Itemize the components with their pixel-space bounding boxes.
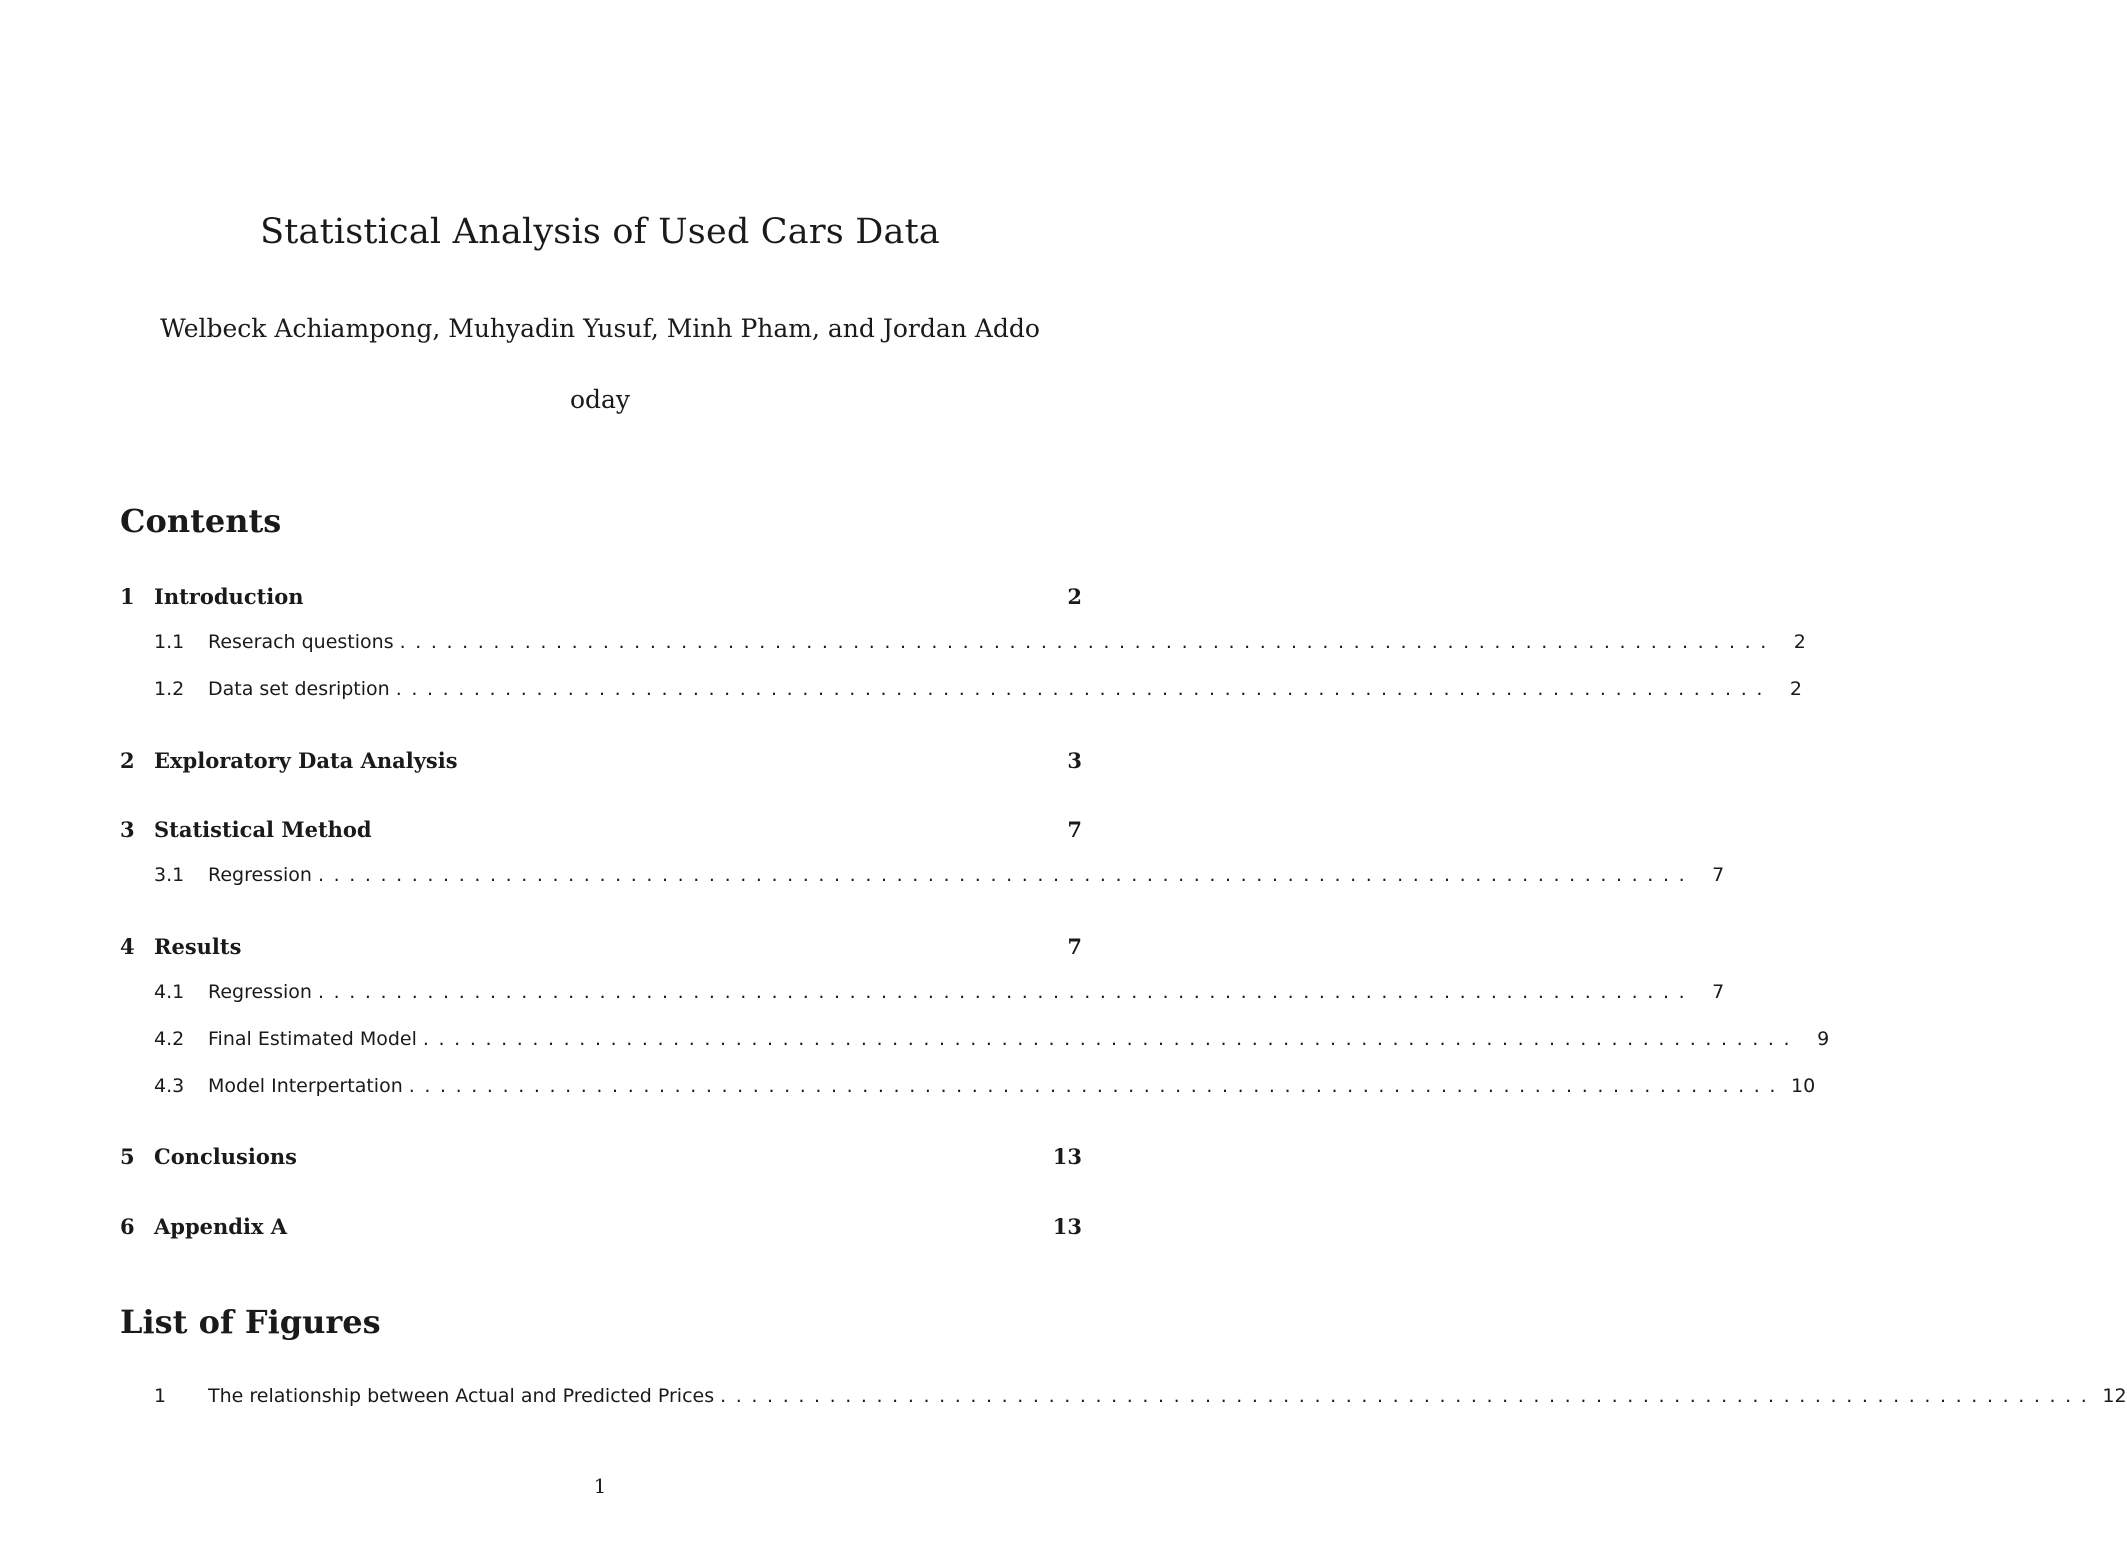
toc-label: Data set desription	[208, 678, 390, 700]
toc-label: Final Estimated Model	[208, 1028, 417, 1050]
toc-number: 3	[120, 817, 135, 842]
toc-page: 2	[1793, 631, 1806, 653]
toc-section-6[interactable]	[120, 1214, 1082, 1244]
toc-page: 2	[1789, 678, 1802, 700]
toc-number: 2	[120, 748, 135, 773]
lof-number: 1	[154, 1385, 167, 1407]
toc-number: 4.2	[154, 1028, 185, 1050]
toc-label: Regression	[208, 981, 312, 1003]
toc-label: Reserach questions	[208, 631, 394, 653]
lof-leader-dots: ........................................................................................	[720, 1385, 2097, 1407]
toc-subsection-4-1[interactable]	[120, 981, 1725, 1011]
toc-page: 7	[1712, 981, 1725, 1003]
toc-page: 9	[1817, 1028, 1830, 1050]
toc-page: 7	[1712, 864, 1725, 886]
toc-subsection-4-2[interactable]	[120, 1028, 1830, 1058]
toc-page: 13	[1052, 1214, 1082, 1239]
lof-page: 12	[2102, 1385, 2127, 1407]
toc-number: 1.1	[154, 631, 185, 653]
toc-number: 3.1	[154, 864, 185, 886]
toc-page: 2	[1067, 584, 1082, 609]
toc-label: Appendix A	[154, 1214, 288, 1239]
toc-leader-dots: ........................................................................................	[317, 864, 1695, 886]
toc-subsection-1-2[interactable]	[120, 678, 1802, 708]
toc-page: 10	[1791, 1075, 1816, 1097]
contents-heading: Contents	[120, 502, 282, 540]
lof-label: The relationship between Actual and Predicted Prices	[208, 1385, 715, 1407]
toc-number: 4	[120, 934, 135, 959]
toc-label: Exploratory Data Analysis	[154, 748, 458, 773]
toc-number: 5	[120, 1144, 135, 1169]
toc-label: Conclusions	[154, 1144, 297, 1169]
toc-section-4[interactable]	[120, 934, 1082, 964]
toc-number: 4.1	[154, 981, 185, 1003]
toc-subsection-3-1[interactable]	[120, 864, 1725, 894]
toc-label: Introduction	[154, 584, 304, 609]
toc-page: 7	[1067, 934, 1082, 959]
lof-item-1[interactable]	[120, 1385, 2127, 1415]
toc-subsection-1-1[interactable]	[120, 631, 1806, 661]
document-date: oday	[569, 385, 631, 414]
toc-section-1[interactable]	[120, 584, 1082, 614]
toc-label: Statistical Method	[154, 817, 372, 842]
toc-leader-dots: ........................................................................................	[422, 1028, 1800, 1050]
toc-number: 4.3	[154, 1075, 185, 1097]
document-authors: Welbeck Achiampong, Muhyadin Yusuf, Minh Pham, and Jordan Addo	[160, 314, 1040, 343]
toc-number: 1.2	[154, 678, 185, 700]
toc-label: Model Interpertation	[208, 1075, 403, 1097]
toc-section-5[interactable]	[120, 1144, 1082, 1174]
toc-label: Results	[154, 934, 242, 959]
list-of-figures-heading: List of Figures	[120, 1303, 381, 1341]
toc-leader-dots: ........................................................................................	[408, 1075, 1786, 1097]
document-title: Statistical Analysis of Used Cars Data	[260, 212, 940, 252]
toc-number: 1	[120, 584, 135, 609]
toc-page: 13	[1052, 1144, 1082, 1169]
toc-number: 6	[120, 1214, 135, 1239]
toc-label: Regression	[208, 864, 312, 886]
toc-leader-dots: ........................................................................................	[395, 678, 1772, 700]
toc-leader-dots: ........................................................................................	[399, 631, 1776, 653]
toc-page: 7	[1067, 817, 1082, 842]
toc-leader-dots: ........................................................................................	[317, 981, 1695, 1003]
toc-subsection-4-3[interactable]	[120, 1075, 1816, 1105]
toc-section-2[interactable]	[120, 748, 1082, 778]
toc-page: 3	[1067, 748, 1082, 773]
page-number: 1	[593, 1474, 607, 1498]
toc-section-3[interactable]	[120, 817, 1082, 847]
